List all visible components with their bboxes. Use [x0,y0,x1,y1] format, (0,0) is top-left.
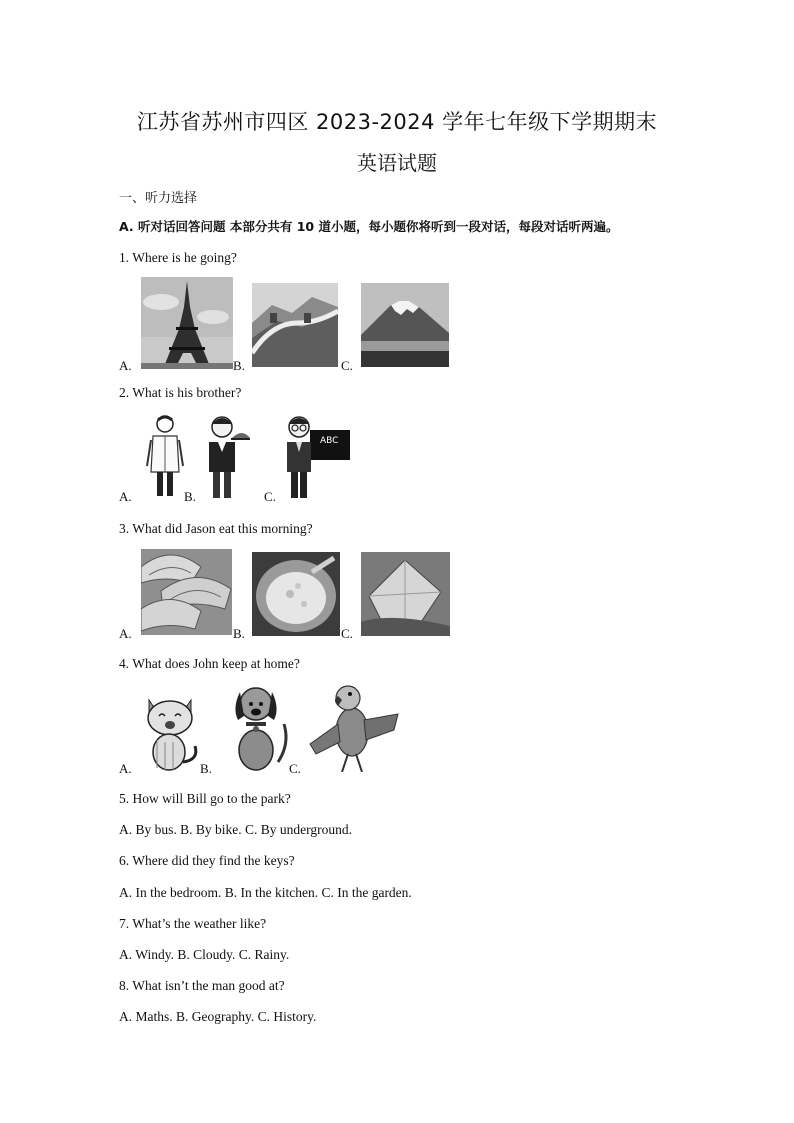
great-wall-image [252,283,338,367]
option-b-label: B. [200,761,212,776]
option-a-label: A. [119,761,132,776]
zongzi-image [361,552,450,636]
option-b-label: B. [233,358,245,373]
question-4: 4. What does John keep at home? [119,656,300,671]
mount-fuji-image [361,283,449,367]
porridge-image [252,552,340,636]
section-heading: 一、听力选择 [119,191,198,206]
question-1: 1. Where is he going? [119,250,237,265]
section-instruction: A. 听对话回答问题 本部分共有 10 道小题，每小题你将听到一段对话，每段对话听两遍。 [119,219,619,234]
option-a-label: A. [119,626,132,641]
option-c-label: C. [289,761,301,776]
option-c-label: C. [264,489,276,504]
question-5: 5. How will Bill go to the park? [119,791,291,806]
option-c-label: C. [341,626,353,641]
cat-image [143,690,201,772]
parrot-image [308,684,400,772]
option-b-label: B. [184,489,196,504]
option-b-label: B. [233,626,245,641]
waiter-image [204,414,250,500]
teacher-image [284,414,350,500]
question-5-options: A. By bus. B. By bike. C. By underground. [119,822,353,837]
question-6: 6. Where did they find the keys? [119,853,295,868]
page-title: 江苏省苏州市四区 2023-2024 学年七年级下学期期末 [136,110,658,134]
question-8: 8. What isn’t the man good at? [119,978,285,993]
chalkboard-text: ABC [320,436,339,446]
option-c-label: C. [341,358,353,373]
option-a-label: A. [119,489,132,504]
dog-image [232,684,288,772]
question-7-options: A. Windy. B. Cloudy. C. Rainy. [119,947,290,962]
question-8-options: A. Maths. B. Geography. C. History. [119,1009,317,1024]
question-6-options: A. In the bedroom. B. In the kitchen. C. In the garden. [119,885,412,900]
page-subtitle: 英语试题 [357,151,437,175]
option-a-label: A. [119,358,132,373]
question-2: 2. What is his brother? [119,385,242,400]
dumplings-image [141,549,232,635]
question-7: 7. What’s the weather like? [119,916,267,931]
doctor-image [145,414,185,500]
eiffel-tower-image [141,277,233,369]
question-3: 3. What did Jason eat this morning? [119,521,313,536]
